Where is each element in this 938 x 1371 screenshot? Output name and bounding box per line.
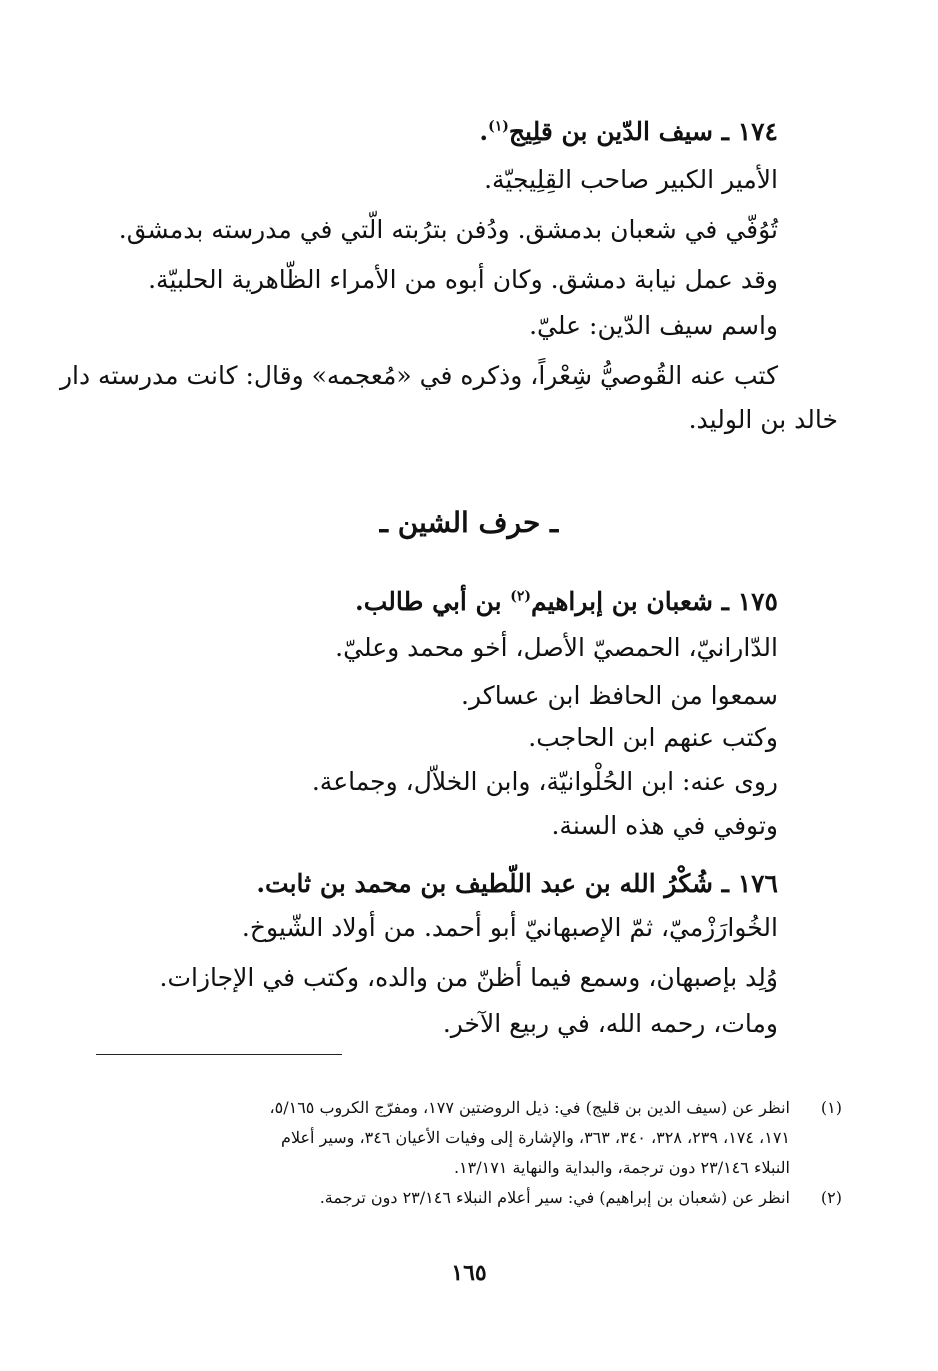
footnote-1-text-1: انظر عن (سيف الدين بن قليج) في: ذيل الروضتين ١٧٧، ومفرّج الكروب ٥/١٦٥، [269, 1098, 790, 1117]
footnote-1-line-1 [96, 1094, 842, 1121]
footnote-separator [96, 1054, 342, 1055]
footnote-ref-1: (١) [488, 118, 509, 135]
entry-175-title-text: ١٧٥ ـ شعبان بن إبراهيم [531, 587, 778, 616]
entry-175-title-end: بن أبي طالب. [355, 587, 511, 616]
page-number: ١٦٥ [451, 1260, 487, 1286]
entry-175-line-3: وكتب عنهم ابن الحاجب. [528, 723, 778, 752]
entry-175-line-4: روى عنه: ابن الحُلْوانيّة، وابن الخلاّل، وجماعة. [311, 767, 778, 796]
entry-176-line-2: وُلِد بإصبهان، وسمع فيما أظنّ من والده، وكتب في الإجازات. [159, 963, 778, 992]
entry-174-title-text: ١٧٤ ـ سيف الدّين بن قلِيج [508, 117, 778, 146]
footnote-1-line-2: ١٧١، ١٧٤، ٢٣٩، ٣٢٨، ٣٤٠، ٣٦٣، والإشارة إلى وفيات الأعيان ٣٤٦، وسير أعلام [281, 1128, 790, 1147]
entry-174-line-1: الأمير الكبير صاحب القِلِيجيّة. [484, 165, 778, 194]
entry-175-line-1: الدّارانيّ، الحمصيّ الأصل، أخو محمد وعليّ. [335, 633, 778, 662]
entry-174-title [110, 112, 778, 152]
footnote-ref-2: (٢) [510, 588, 532, 605]
footnote-1-number: (١) [820, 1098, 842, 1117]
entry-174-line-3: وقد عمل نيابة دمشق. وكان أبوه من الأمراء الظّاهرية الحلبيّة. [148, 265, 778, 294]
entry-175-line-5: وتوفي في هذه السنة. [551, 811, 778, 840]
entry-174-title-end: . [479, 117, 489, 146]
entry-174-line-5: كتب عنه القُوصيُّ شِعْراً، وذكره في «مُعجمه» وقال: كانت مدرسته دار [59, 361, 778, 390]
footnote-2-line-1 [96, 1184, 842, 1211]
entry-174-line-4: واسم سيف الدّين: عليّ. [529, 311, 778, 340]
footnote-2-number: (٢) [820, 1188, 842, 1207]
section-heading: ـ حرف الشين ـ [379, 506, 559, 539]
entry-174-line-6: خالد بن الوليد. [688, 405, 838, 434]
footnote-2-text-1: انظر عن (شعبان بن إبراهيم) في: سير أعلام النبلاء ٢٣/١٤٦ دون ترجمة. [319, 1188, 790, 1207]
entry-175-line-2: سمعوا من الحافظ ابن عساكر. [461, 681, 778, 710]
entry-176-title: ١٧٦ ـ شُكْرُ الله بن عبد اللّطيف بن محمد بن ثابت. [256, 869, 778, 898]
entry-174-line-2: تُوُفّي في شعبان بدمشق. ودُفن بترُبته الّتي في مدرسته بدمشق. [118, 215, 778, 244]
footnote-1-line-3: النبلاء ٢٣/١٤٦ دون ترجمة، والبداية والنهاية ١٣/١٧١. [453, 1158, 790, 1177]
entry-176-line-3: ومات، رحمه الله، في ربيع الآخر. [442, 1009, 778, 1038]
entry-176-line-1: الخُوارَزْميّ، ثمّ الإصبهانيّ أبو أحمد. من أولاد الشّيوخ. [241, 913, 778, 942]
entry-175-title [110, 582, 778, 622]
